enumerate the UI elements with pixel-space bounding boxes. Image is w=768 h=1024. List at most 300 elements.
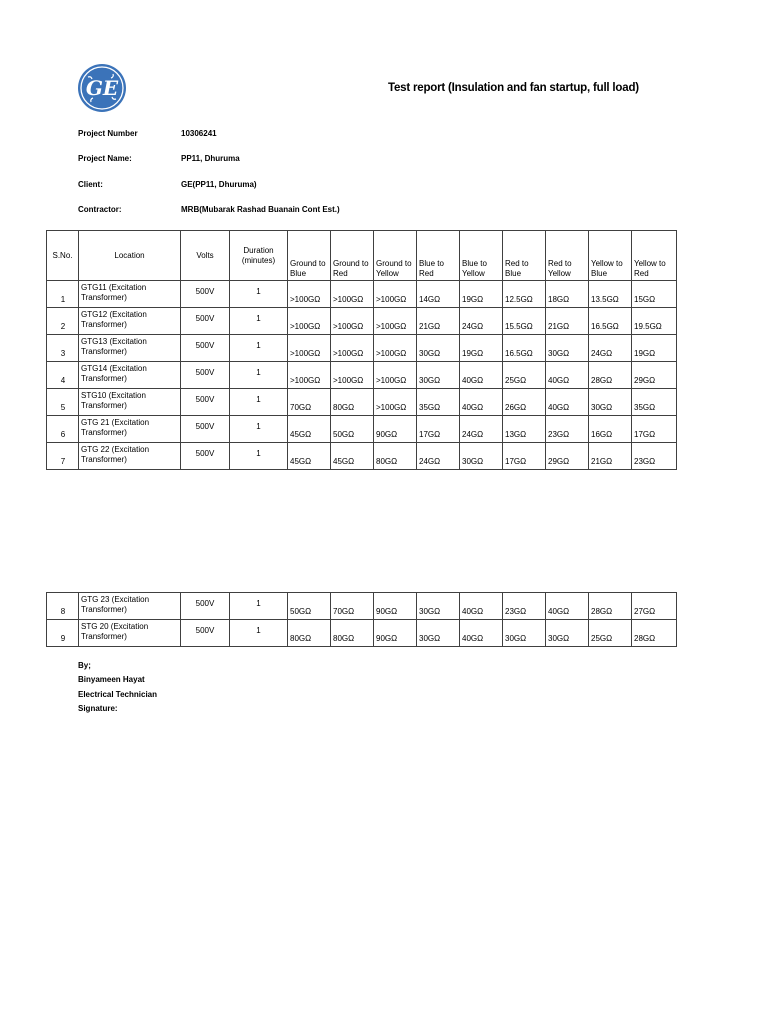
table-row [47,335,677,362]
column-header-yellow-to-blue [589,231,632,281]
reading-red-to-yellow-text: 29GΩ [548,456,570,466]
table-body [47,593,677,647]
column-header-yellow-to-red [632,231,677,281]
reading-red-to-blue-cell [503,620,546,647]
location-text: STG10 (Excitation [81,391,146,400]
volts-text: 500V [195,626,215,635]
volts-cell [181,443,230,470]
reading-yellow-to-red-cell [632,389,677,416]
reading-yellow-to-blue-cell [589,308,632,335]
project-number-label: Project Number [78,129,138,138]
reading-red-to-blue-text: 16.5GΩ [505,348,533,358]
reading-yellow-to-red-cell [632,443,677,470]
technician-role: Electrical Technician [78,689,157,699]
location-text: GTG12 (Excitation [81,310,147,319]
reading-ground-to-blue-cell [288,620,331,647]
volts-text: 500V [195,368,215,377]
reading-yellow-to-blue-cell [589,416,632,443]
serial-number-text: 9 [60,633,66,643]
reading-yellow-to-red-text: 29GΩ [634,375,656,385]
location-text: GTG13 (Excitation [81,337,147,346]
reading-ground-to-red-text: >100GΩ [333,348,364,358]
column-header-text: Blue to [419,259,444,268]
reading-red-to-yellow-cell [546,308,589,335]
table-body [47,281,677,470]
insulation-test-table-continued [46,592,677,647]
reading-red-to-yellow-cell [546,281,589,308]
reading-ground-to-yellow-cell [374,620,417,647]
location-text: Transformer) [81,400,127,410]
reading-red-to-yellow-cell [546,443,589,470]
reading-yellow-to-blue-cell [589,593,632,620]
serial-number-text: 8 [60,606,66,616]
location-cell [79,308,181,335]
column-header-text: Ground to [376,259,412,268]
client-row [78,179,478,204]
column-header-red-to-yellow [546,231,589,281]
reading-ground-to-red-cell [331,281,374,308]
reading-blue-to-yellow-cell [460,362,503,389]
reading-yellow-to-red-cell [632,620,677,647]
sign-off-by: By; [78,661,91,670]
location-text: Transformer) [81,427,127,437]
table-header [47,231,677,281]
reading-blue-to-yellow-text: 40GΩ [462,402,484,412]
location-text: Transformer) [81,631,127,641]
reading-ground-to-yellow-cell [374,335,417,362]
reading-ground-to-blue-text: >100GΩ [290,321,321,331]
project-name-label: Project Name: [78,154,132,164]
reading-yellow-to-blue-text: 16.5GΩ [591,321,619,331]
table-row [47,593,677,620]
reading-yellow-to-red-text: 19GΩ [634,348,656,358]
report-title: Test report (Insulation and fan startup, full load) [388,82,639,94]
reading-blue-to-red-text: 24GΩ [419,456,441,466]
reading-ground-to-yellow-cell [374,281,417,308]
reading-red-to-blue-cell [503,416,546,443]
location-cell [79,389,181,416]
reading-red-to-yellow-text: 30GΩ [548,633,570,643]
serial-number-text: 5 [60,402,66,412]
volts-text: 500V [195,395,215,404]
reading-yellow-to-blue-text: 30GΩ [591,402,613,412]
reading-blue-to-yellow-cell [460,416,503,443]
column-header-text: Red [634,269,649,278]
reading-red-to-yellow-cell [546,593,589,620]
location-text: Transformer) [81,346,127,356]
volts-text: 500V [195,449,215,458]
reading-yellow-to-red-cell [632,281,677,308]
reading-blue-to-yellow-text: 24GΩ [462,429,484,439]
reading-blue-to-red-cell [417,416,460,443]
ge-logo [77,63,127,113]
table-row [47,308,677,335]
table-row [47,416,677,443]
column-header-text: Volts [196,250,214,260]
reading-yellow-to-blue-text: 16GΩ [591,429,613,439]
project-name-row [78,153,478,178]
reading-blue-to-yellow-text: 19GΩ [462,348,484,358]
duration-text: 1 [256,341,261,350]
volts-text: 500V [195,422,215,431]
reading-blue-to-red-cell [417,443,460,470]
serial-number-cell [47,308,79,335]
reading-ground-to-red-cell [331,443,374,470]
reading-blue-to-yellow-cell [460,335,503,362]
reading-ground-to-blue-cell [288,335,331,362]
reading-ground-to-yellow-text: 90GΩ [376,429,398,439]
reading-blue-to-yellow-cell [460,443,503,470]
column-header-text: Duration [243,246,274,255]
duration-cell [230,335,288,362]
column-header-text: Yellow to [634,259,666,268]
column-header-volts [181,231,230,281]
column-header-ground-to-red [331,231,374,281]
column-header-blue-to-yellow [460,231,503,281]
reading-yellow-to-red-text: 17GΩ [634,429,656,439]
reading-red-to-blue-text: 13GΩ [505,429,527,439]
reading-red-to-blue-cell [503,281,546,308]
column-header-ground-to-yellow [374,231,417,281]
location-cell [79,593,181,620]
reading-red-to-blue-text: 17GΩ [505,456,527,466]
reading-yellow-to-blue-text: 13.5GΩ [591,294,619,304]
location-text: Transformer) [81,319,127,329]
reading-blue-to-red-text: 30GΩ [419,375,441,385]
project-number-row [78,128,478,153]
reading-ground-to-blue-text: >100GΩ [290,375,321,385]
column-header-text: Blue [505,269,522,278]
serial-number-text: 6 [60,429,66,439]
reading-red-to-yellow-cell [546,620,589,647]
reading-ground-to-red-text: 45GΩ [333,456,355,466]
duration-cell [230,620,288,647]
reading-red-to-blue-text: 25GΩ [505,375,527,385]
reading-red-to-blue-cell [503,362,546,389]
duration-cell [230,281,288,308]
reading-red-to-yellow-text: 23GΩ [548,429,570,439]
column-header-text: S.No. [52,250,73,260]
client-value: GE(PP11, Dhuruma) [181,179,257,189]
column-header-location [79,231,181,281]
reading-blue-to-yellow-text: 24GΩ [462,321,484,331]
reading-ground-to-red-cell [331,362,374,389]
reading-yellow-to-blue-text: 28GΩ [591,606,613,616]
table-row [47,362,677,389]
reading-yellow-to-blue-cell [589,335,632,362]
reading-ground-to-blue-text: 70GΩ [290,402,312,412]
duration-text: 1 [256,449,261,458]
serial-number-text: 2 [60,321,66,331]
duration-text: 1 [256,395,261,404]
insulation-test-table [46,230,677,470]
duration-text: 1 [256,314,261,323]
duration-text: 1 [256,368,261,377]
reading-ground-to-blue-text: 50GΩ [290,606,312,616]
reading-yellow-to-red-text: 19.5GΩ [634,321,662,331]
reading-blue-to-red-text: 17GΩ [419,429,441,439]
volts-cell [181,335,230,362]
location-cell [79,443,181,470]
volts-cell [181,389,230,416]
reading-ground-to-yellow-cell [374,308,417,335]
project-number-value: 10306241 [181,129,217,138]
duration-cell [230,416,288,443]
table-row [47,389,677,416]
reading-blue-to-red-cell [417,281,460,308]
duration-text: 1 [256,626,261,635]
volts-cell [181,308,230,335]
reading-yellow-to-red-cell [632,416,677,443]
reading-ground-to-blue-cell [288,389,331,416]
location-text: GTG14 (Excitation [81,364,147,373]
column-header-s-no [47,231,79,281]
reading-yellow-to-red-text: 28GΩ [634,633,656,643]
reading-blue-to-yellow-text: 40GΩ [462,633,484,643]
reading-yellow-to-red-text: 35GΩ [634,402,656,412]
reading-ground-to-yellow-text: 80GΩ [376,456,398,466]
location-text: Transformer) [81,604,127,614]
duration-cell [230,389,288,416]
duration-text: 1 [256,599,261,608]
reading-ground-to-yellow-cell [374,443,417,470]
volts-cell [181,416,230,443]
reading-red-to-blue-text: 12.5GΩ [505,294,533,304]
volts-cell [181,620,230,647]
reading-blue-to-red-text: 35GΩ [419,402,441,412]
reading-red-to-yellow-cell [546,362,589,389]
reading-ground-to-yellow-text: >100GΩ [376,402,407,412]
reading-ground-to-blue-text: >100GΩ [290,294,321,304]
serial-number-text: 7 [60,456,66,466]
reading-blue-to-red-text: 21GΩ [419,321,441,331]
reading-ground-to-blue-cell [288,308,331,335]
location-text: STG 20 (Excitation [81,622,149,631]
duration-cell [230,593,288,620]
reading-blue-to-red-text: 30GΩ [419,606,441,616]
reading-blue-to-yellow-cell [460,389,503,416]
serial-number-cell [47,362,79,389]
column-header-red-to-blue [503,231,546,281]
volts-cell [181,362,230,389]
reading-yellow-to-blue-text: 28GΩ [591,375,613,385]
column-header-text: (minutes) [241,255,276,265]
reading-red-to-blue-cell [503,443,546,470]
column-header-text: Location [114,250,145,260]
reading-red-to-blue-text: 26GΩ [505,402,527,412]
reading-blue-to-red-cell [417,620,460,647]
reading-ground-to-blue-cell [288,281,331,308]
location-text: GTG 23 (Excitation [81,595,150,604]
reading-red-to-blue-cell [503,593,546,620]
reading-ground-to-blue-text: 80GΩ [290,633,312,643]
reading-red-to-blue-cell [503,389,546,416]
reading-ground-to-red-text: >100GΩ [333,375,364,385]
project-info [78,128,478,229]
reading-ground-to-yellow-text: 90GΩ [376,606,398,616]
reading-red-to-blue-text: 15.5GΩ [505,321,533,331]
client-label: Client: [78,179,103,189]
reading-ground-to-blue-text: 45GΩ [290,429,312,439]
reading-red-to-yellow-cell [546,389,589,416]
volts-cell [181,281,230,308]
reading-ground-to-yellow-cell [374,362,417,389]
reading-ground-to-yellow-cell [374,389,417,416]
logo-monogram: GE [85,76,119,100]
sign-off [78,659,157,716]
reading-yellow-to-blue-cell [589,443,632,470]
column-header-text: Red to [548,259,572,268]
reading-blue-to-red-cell [417,593,460,620]
reading-red-to-yellow-text: 18GΩ [548,294,570,304]
duration-cell [230,308,288,335]
duration-cell [230,362,288,389]
volts-cell [181,593,230,620]
reading-blue-to-yellow-cell [460,281,503,308]
reading-blue-to-red-cell [417,362,460,389]
table-row [47,620,677,647]
location-text: Transformer) [81,373,127,383]
reading-red-to-blue-text: 23GΩ [505,606,527,616]
contractor-value: MRB(Mubarak Rashad Buanain Cont Est.) [181,204,340,214]
technician-name: Binyameen Hayat [78,675,145,685]
column-header-duration-minutes [230,231,288,281]
reading-yellow-to-blue-cell [589,281,632,308]
reading-ground-to-yellow-cell [374,416,417,443]
column-header-text: Blue [591,269,608,278]
column-header-text: Yellow [376,269,399,278]
contractor-label: Contractor: [78,204,122,214]
reading-ground-to-red-cell [331,620,374,647]
volts-text: 500V [195,314,215,323]
location-text: Transformer) [81,292,127,302]
duration-text: 1 [256,287,261,296]
reading-yellow-to-blue-cell [589,389,632,416]
serial-number-cell [47,335,79,362]
serial-number-cell [47,281,79,308]
reading-red-to-blue-cell [503,308,546,335]
ge-logo-icon [77,63,127,113]
reading-yellow-to-blue-text: 25GΩ [591,633,613,643]
reading-ground-to-red-cell [331,416,374,443]
reading-blue-to-yellow-cell [460,593,503,620]
table-row [47,443,677,470]
header-row [47,231,677,281]
reading-ground-to-red-text: 80GΩ [333,402,355,412]
reading-ground-to-yellow-text: >100GΩ [376,294,407,304]
reading-ground-to-yellow-text: >100GΩ [376,321,407,331]
reading-ground-to-red-cell [331,389,374,416]
serial-number-text: 3 [60,348,66,358]
reading-blue-to-yellow-cell [460,308,503,335]
project-name-value: PP11, Dhuruma [181,154,240,164]
reading-ground-to-yellow-cell [374,593,417,620]
reading-red-to-blue-cell [503,335,546,362]
serial-number-cell [47,443,79,470]
reading-blue-to-yellow-text: 40GΩ [462,606,484,616]
reading-yellow-to-red-text: 27GΩ [634,606,656,616]
column-header-text: Yellow [548,269,571,278]
column-header-text: Yellow to [591,259,623,268]
reading-blue-to-yellow-text: 40GΩ [462,375,484,385]
reading-ground-to-red-text: 50GΩ [333,429,355,439]
reading-yellow-to-red-cell [632,308,677,335]
reading-yellow-to-red-cell [632,362,677,389]
location-text: GTG 21 (Excitation [81,418,150,427]
reading-ground-to-red-cell [331,335,374,362]
serial-number-cell [47,593,79,620]
reading-yellow-to-red-text: 23GΩ [634,456,656,466]
reading-ground-to-blue-cell [288,593,331,620]
reading-yellow-to-blue-text: 24GΩ [591,348,613,358]
serial-number-cell [47,620,79,647]
volts-text: 500V [195,599,215,608]
reading-ground-to-blue-text: >100GΩ [290,348,321,358]
column-header-text: Red to [505,259,529,268]
reading-yellow-to-blue-text: 21GΩ [591,456,613,466]
column-header-text: Red [333,269,348,278]
reading-red-to-yellow-text: 40GΩ [548,375,570,385]
reading-red-to-yellow-cell [546,416,589,443]
reading-yellow-to-red-cell [632,593,677,620]
location-cell [79,335,181,362]
location-text: GTG11 (Excitation [81,283,147,292]
location-cell [79,416,181,443]
duration-text: 1 [256,422,261,431]
reading-red-to-yellow-text: 30GΩ [548,348,570,358]
serial-number-cell [47,416,79,443]
volts-text: 500V [195,341,215,350]
reading-ground-to-red-cell [331,593,374,620]
location-cell [79,281,181,308]
reading-blue-to-red-text: 14GΩ [419,294,441,304]
location-text: Transformer) [81,454,127,464]
reading-ground-to-yellow-text: >100GΩ [376,348,407,358]
column-header-ground-to-blue [288,231,331,281]
serial-number-text: 4 [60,375,66,385]
reading-ground-to-red-text: 80GΩ [333,633,355,643]
reading-ground-to-red-text: >100GΩ [333,294,364,304]
reading-ground-to-red-cell [331,308,374,335]
reading-red-to-yellow-text: 21GΩ [548,321,570,331]
column-header-blue-to-red [417,231,460,281]
reading-blue-to-yellow-text: 30GΩ [462,456,484,466]
column-header-text: Red [419,269,434,278]
reading-ground-to-blue-cell [288,416,331,443]
reading-yellow-to-red-text: 15GΩ [634,294,656,304]
column-header-text: Ground to [290,259,326,268]
reading-ground-to-yellow-text: >100GΩ [376,375,407,385]
location-cell [79,620,181,647]
reading-red-to-yellow-text: 40GΩ [548,606,570,616]
column-header-text: Ground to [333,259,369,268]
reading-red-to-blue-text: 30GΩ [505,633,527,643]
reading-red-to-yellow-cell [546,335,589,362]
serial-number-cell [47,389,79,416]
reading-ground-to-blue-text: 45GΩ [290,456,312,466]
reading-ground-to-yellow-text: 90GΩ [376,633,398,643]
reading-red-to-yellow-text: 40GΩ [548,402,570,412]
reading-yellow-to-red-cell [632,335,677,362]
serial-number-text: 1 [60,294,66,304]
reading-blue-to-red-text: 30GΩ [419,348,441,358]
reading-blue-to-yellow-text: 19GΩ [462,294,484,304]
reading-yellow-to-blue-cell [589,362,632,389]
reading-blue-to-red-cell [417,335,460,362]
column-header-text: Yellow [462,269,485,278]
duration-cell [230,443,288,470]
location-cell [79,362,181,389]
